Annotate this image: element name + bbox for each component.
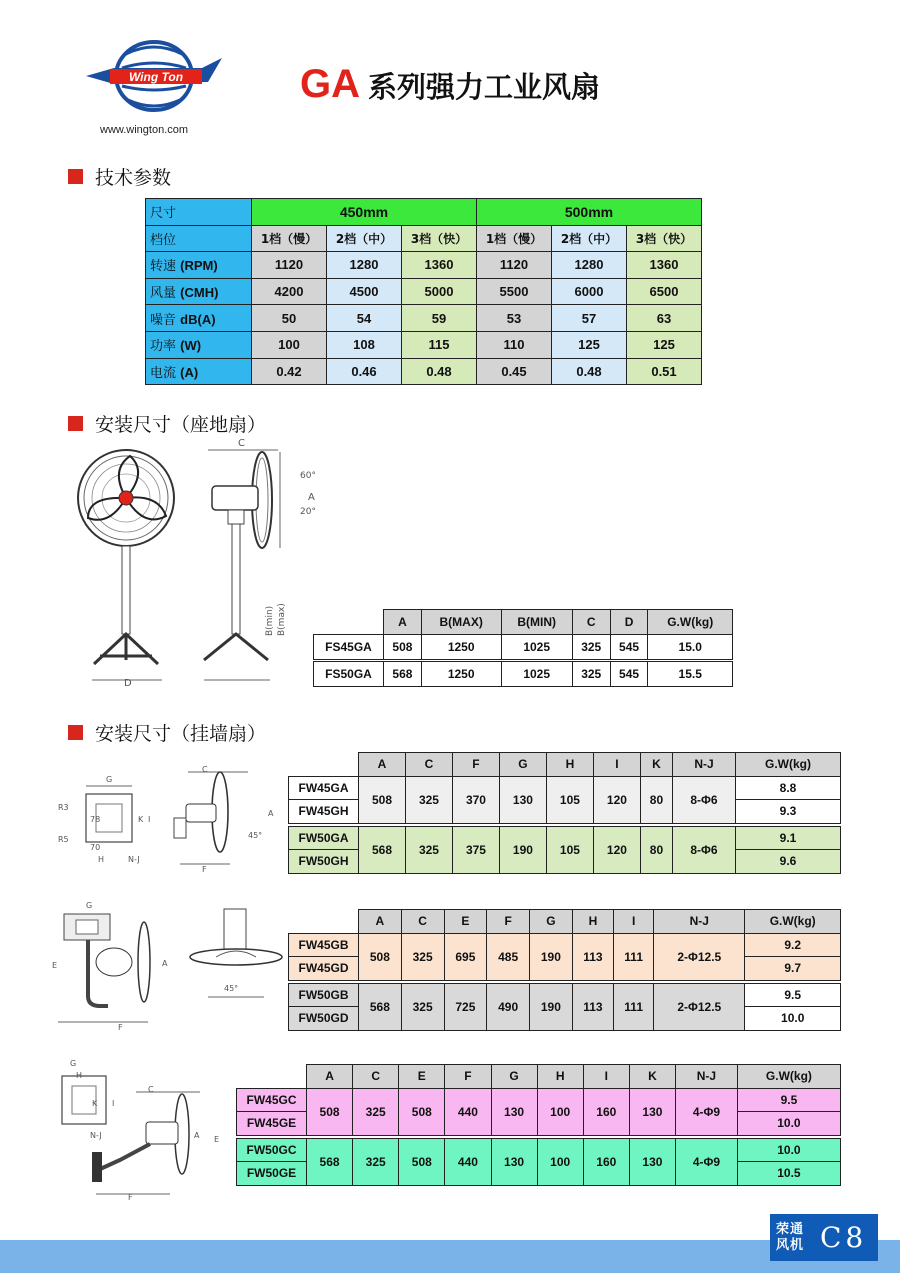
table-corner: [289, 753, 359, 777]
wall2-dim-f: F: [118, 1023, 123, 1032]
page-title: [300, 62, 600, 112]
spec-cell: 54: [327, 305, 402, 332]
floor-dimension-table: [313, 609, 733, 687]
spec-cell: 53: [477, 305, 552, 332]
wall3-dim-e: E: [214, 1135, 220, 1144]
wall2-cell: 190: [530, 933, 573, 980]
floor-fan-front-drawing: [70, 446, 190, 690]
floor-col-header: A: [384, 610, 422, 635]
wall2-cell: 325: [401, 933, 444, 980]
wall3-dim-c: C: [148, 1085, 154, 1094]
wall2-col-header: N-J: [654, 910, 745, 934]
wall1-dim-c: C: [202, 765, 208, 774]
wall3-col-header: A: [307, 1065, 353, 1089]
wall-fan-2-bottom-drawing: [188, 905, 284, 1005]
wall1-cell: 130: [499, 776, 546, 823]
wall2-cell: 568: [359, 983, 402, 1030]
wall1-cell: 80: [640, 826, 672, 873]
footer-brand: [770, 1222, 820, 1254]
spec-cell: 0.48: [552, 358, 627, 385]
wall3-dim-g: G: [70, 1059, 77, 1068]
wall1-col-header: C: [405, 753, 452, 777]
table-corner: [237, 1065, 307, 1089]
wall3-col-header: E: [399, 1065, 445, 1089]
wall2-col-header: A: [359, 910, 402, 934]
page-badge: [770, 1214, 878, 1261]
wall-dimension-table-1: [288, 752, 841, 874]
wall1-col-header: A: [359, 753, 406, 777]
wall2-model: FW50GB: [289, 983, 359, 1007]
spec-cell: 110: [477, 331, 552, 358]
section-spec-header: [68, 163, 171, 190]
wall1-dim-70: 70: [90, 843, 101, 852]
floor-angle-60: 60°: [300, 471, 316, 481]
wall3-model: FW45GC: [237, 1088, 307, 1112]
spec-cell: 4200: [252, 278, 327, 305]
floor-cell: 1025: [501, 635, 572, 660]
spec-cell: 115: [402, 331, 477, 358]
spec-table: [145, 198, 702, 385]
wall2-cell: 113: [572, 983, 613, 1030]
floor-angle-20: 20°: [300, 507, 316, 517]
wall2-col-header: G.W(kg): [745, 910, 841, 934]
footer-brand-line2: 风机: [776, 1237, 805, 1253]
logo-text: Wing Ton: [128, 70, 184, 84]
wall3-cell: 130: [491, 1138, 537, 1185]
wall2-cell: 2-Φ12.5: [654, 933, 745, 980]
wall2-cell: 725: [444, 983, 487, 1030]
spec-gear: 3档（快）: [402, 225, 477, 252]
wall2-col-header: I: [614, 910, 654, 934]
wall1-model: FW45GA: [289, 776, 359, 800]
floor-cell: 508: [384, 635, 422, 660]
wall2-weight: 10.0: [745, 1007, 841, 1031]
wall3-weight: 10.5: [737, 1162, 840, 1186]
wall3-weight: 10.0: [737, 1112, 840, 1136]
wall3-dim-f: F: [128, 1193, 133, 1202]
spec-cell: 4500: [327, 278, 402, 305]
spec-gear: 2档（中）: [327, 225, 402, 252]
spec-cell: 6500: [627, 278, 702, 305]
floor-cell: 15.5: [648, 662, 733, 687]
floor-cell: 1250: [421, 662, 501, 687]
wall2-dim-a: A: [162, 959, 168, 968]
section-wall-header: [68, 719, 266, 746]
wall1-dim-f: F: [202, 865, 207, 874]
floor-col-header: B(MAX): [421, 610, 501, 635]
floor-col-header: C: [572, 610, 610, 635]
spec-cell: 0.42: [252, 358, 327, 385]
wall3-cell: 440: [445, 1088, 491, 1135]
wall1-cell: 120: [593, 776, 640, 823]
wall3-cell: 325: [353, 1138, 399, 1185]
wall1-dim-r5: R5: [58, 835, 69, 844]
spec-cell: 1360: [402, 252, 477, 279]
wall1-col-header: N-J: [672, 753, 735, 777]
wall3-dim-nj: N-J: [90, 1131, 102, 1140]
floor-dim-c: C: [238, 438, 245, 449]
wall1-col-header: G.W(kg): [735, 753, 840, 777]
wall3-cell: 4-Φ9: [676, 1138, 738, 1185]
wall2-model: FW50GD: [289, 1007, 359, 1031]
wall1-model: FW50GA: [289, 826, 359, 850]
spec-row-label-cn: 电流: [150, 365, 177, 381]
section-spec-title: 技术参数: [95, 167, 172, 189]
section-floor-header: [68, 410, 266, 437]
spec-row-label: [146, 358, 252, 385]
wall1-cell: 8-Φ6: [672, 776, 735, 823]
spec-cell: 0.51: [627, 358, 702, 385]
spec-row-label-unit: (RPM): [180, 258, 218, 274]
wall1-col-header: I: [593, 753, 640, 777]
wall3-cell: 100: [537, 1088, 583, 1135]
wall1-dim-i: I: [148, 815, 151, 824]
wall1-cell: 508: [359, 776, 406, 823]
floor-fan-side-drawing: [190, 436, 320, 692]
wall3-dim-k: K: [92, 1099, 98, 1108]
spec-cell: 0.46: [327, 358, 402, 385]
floor-cell: 545: [610, 662, 648, 687]
wall2-angle-45: 45°: [224, 984, 239, 993]
wall3-cell: 440: [445, 1138, 491, 1185]
spec-size-500: 500mm: [477, 199, 702, 226]
footer-brand-line1: 荣通: [776, 1221, 805, 1237]
floor-dim-bmax: B(max): [277, 603, 287, 636]
spec-row-label-cn: 功率: [150, 339, 177, 355]
wall1-dim-nj: N-J: [128, 855, 140, 864]
wall1-col-header: G: [499, 753, 546, 777]
spec-row-label: [146, 331, 252, 358]
wall1-weight: 9.6: [735, 850, 840, 874]
spec-row-label-unit: (W): [180, 338, 202, 354]
floor-col-header: D: [610, 610, 648, 635]
wall3-dim-i: I: [112, 1099, 115, 1108]
wall3-cell: 325: [353, 1088, 399, 1135]
wall1-dim-r3: R3: [58, 803, 69, 812]
wall3-cell: 130: [491, 1088, 537, 1135]
bullet-square-icon: [68, 169, 83, 184]
spec-gear: 1档（慢）: [252, 225, 327, 252]
spec-cell: 125: [627, 331, 702, 358]
wall1-cell: 105: [546, 826, 593, 873]
bullet-square-icon: [68, 725, 83, 740]
wall3-weight: 10.0: [737, 1138, 840, 1162]
floor-cell: 325: [572, 635, 610, 660]
wall3-cell: 130: [629, 1138, 675, 1185]
floor-cell: 1250: [421, 635, 501, 660]
spec-cell: 1120: [252, 252, 327, 279]
table-corner: [314, 610, 384, 635]
spec-cell: 0.48: [402, 358, 477, 385]
spec-cell: 57: [552, 305, 627, 332]
wall3-col-header: K: [629, 1065, 675, 1089]
wall1-dim-a: A: [268, 809, 274, 818]
wall2-col-header: E: [444, 910, 487, 934]
wall1-col-header: F: [452, 753, 499, 777]
wall-fan-1-side-drawing: [168, 764, 280, 874]
spec-gear: 3档（快）: [627, 225, 702, 252]
wall3-dim-a: A: [194, 1131, 200, 1140]
floor-cell: 15.0: [648, 635, 733, 660]
floor-cell: 545: [610, 635, 648, 660]
wall2-col-header: F: [487, 910, 530, 934]
spec-row-label-unit: (CMH): [180, 285, 219, 301]
wall2-cell: 485: [487, 933, 530, 980]
wall2-col-header: G: [530, 910, 573, 934]
spec-row-label: [146, 278, 252, 305]
wall1-cell: 325: [405, 826, 452, 873]
wall2-model: FW45GB: [289, 933, 359, 957]
spec-row-label: [146, 252, 252, 279]
wall3-col-header: I: [583, 1065, 629, 1089]
wall3-weight: 9.5: [737, 1088, 840, 1112]
wall3-cell: 568: [307, 1138, 353, 1185]
bullet-square-icon: [68, 416, 83, 431]
wall3-cell: 508: [399, 1088, 445, 1135]
wall2-col-header: C: [401, 910, 444, 934]
spec-cell: 0.45: [477, 358, 552, 385]
wall1-cell: 325: [405, 776, 452, 823]
wall3-cell: 100: [537, 1138, 583, 1185]
table-corner: [289, 910, 359, 934]
floor-col-header: G.W(kg): [648, 610, 733, 635]
wall2-cell: 508: [359, 933, 402, 980]
wall2-model: FW45GD: [289, 957, 359, 981]
wall1-col-header: H: [546, 753, 593, 777]
wall2-cell: 111: [614, 983, 654, 1030]
wall3-cell: 160: [583, 1138, 629, 1185]
wall1-weight: 9.1: [735, 826, 840, 850]
wall-dimension-table-2: [288, 909, 841, 1031]
spec-cell: 5000: [402, 278, 477, 305]
wall2-weight: 9.2: [745, 933, 841, 957]
wall-fan-3-side-drawing: [90, 1082, 230, 1202]
wall1-model: FW45GH: [289, 800, 359, 824]
wall2-col-header: H: [572, 910, 613, 934]
wall3-model: FW50GC: [237, 1138, 307, 1162]
wall2-weight: 9.5: [745, 983, 841, 1007]
wall1-cell: 568: [359, 826, 406, 873]
wall-bracket-1-drawing: [50, 770, 160, 870]
spec-cell: 1120: [477, 252, 552, 279]
spec-cell: 63: [627, 305, 702, 332]
wall2-weight: 9.7: [745, 957, 841, 981]
wall2-cell: 190: [530, 983, 573, 1030]
title-prefix: GA: [300, 62, 360, 106]
spec-row-label-cn: 噪音: [150, 312, 177, 328]
spec-cell: 5500: [477, 278, 552, 305]
wall3-col-header: G: [491, 1065, 537, 1089]
wall3-cell: 160: [583, 1088, 629, 1135]
wall1-cell: 375: [452, 826, 499, 873]
website-url: www.wington.com: [100, 124, 189, 136]
spec-row-label-unit: (A): [180, 364, 199, 380]
wall1-weight: 8.8: [735, 776, 840, 800]
spec-gear-label: 档位: [146, 225, 252, 252]
spec-cell: 1360: [627, 252, 702, 279]
floor-model: FS50GA: [314, 662, 384, 687]
section-wall-title: 安装尺寸（挂墙扇）: [95, 723, 267, 745]
wall3-cell: 508: [307, 1088, 353, 1135]
floor-cell: 325: [572, 662, 610, 687]
spec-cell: 125: [552, 331, 627, 358]
wall-dimension-table-3: [236, 1064, 841, 1186]
wall1-cell: 8-Φ6: [672, 826, 735, 873]
wall1-dim-k: K: [138, 815, 144, 824]
wall3-dim-h: H: [76, 1071, 83, 1080]
wall1-cell: 370: [452, 776, 499, 823]
spec-cell: 59: [402, 305, 477, 332]
spec-cell: 108: [327, 331, 402, 358]
floor-cell: 568: [384, 662, 422, 687]
spec-row-label-unit: dB(A): [180, 311, 216, 327]
wall1-cell: 105: [546, 776, 593, 823]
wall3-col-header: G.W(kg): [737, 1065, 840, 1089]
page-code: C8: [820, 1221, 868, 1254]
floor-cell: 1025: [501, 662, 572, 687]
spec-cell: 50: [252, 305, 327, 332]
wall1-weight: 9.3: [735, 800, 840, 824]
wall2-dim-e: E: [52, 961, 58, 970]
wall3-col-header: F: [445, 1065, 491, 1089]
floor-dim-a-side: A: [308, 492, 315, 503]
spec-cell: 1280: [552, 252, 627, 279]
wall1-dim-g: G: [106, 775, 113, 784]
floor-col-header: B(MIN): [501, 610, 572, 635]
spec-gear: 1档（慢）: [477, 225, 552, 252]
wall2-cell: 113: [572, 933, 613, 980]
wall2-cell: 325: [401, 983, 444, 1030]
spec-row-label-cn: 转速: [150, 259, 177, 275]
wall1-col-header: K: [640, 753, 672, 777]
wall3-col-header: H: [537, 1065, 583, 1089]
wall2-cell: 111: [614, 933, 654, 980]
spec-cell: 100: [252, 331, 327, 358]
spec-gear: 2档（中）: [552, 225, 627, 252]
wall1-dim-78: 78: [90, 815, 101, 824]
wall1-angle-45: 45°: [248, 831, 263, 840]
wall3-cell: 130: [629, 1088, 675, 1135]
wall3-cell: 508: [399, 1138, 445, 1185]
spec-size-label: 尺寸: [146, 199, 252, 226]
floor-model: FS45GA: [314, 635, 384, 660]
wall-bracket-2-drawing: [48, 898, 178, 1034]
wall3-cell: 4-Φ9: [676, 1088, 738, 1135]
wall2-cell: 490: [487, 983, 530, 1030]
wall1-cell: 190: [499, 826, 546, 873]
title-text: 系列强力工业风扇: [368, 70, 601, 104]
spec-row-label: [146, 305, 252, 332]
spec-row-label-cn: 风量: [150, 286, 177, 302]
floor-dim-bmin: B(min): [265, 605, 275, 636]
spec-size-450: 450mm: [252, 199, 477, 226]
wall3-model: FW50GE: [237, 1162, 307, 1186]
wall3-model: FW45GE: [237, 1112, 307, 1136]
wall2-dim-g: G: [86, 901, 93, 910]
wall1-cell: 120: [593, 826, 640, 873]
floor-dim-d-front: D: [124, 678, 132, 689]
wall3-col-header: N-J: [676, 1065, 738, 1089]
spec-cell: 6000: [552, 278, 627, 305]
section-floor-title: 安装尺寸（座地扇）: [95, 414, 267, 436]
wall2-cell: 695: [444, 933, 487, 980]
wall2-cell: 2-Φ12.5: [654, 983, 745, 1030]
wall3-col-header: C: [353, 1065, 399, 1089]
spec-cell: 1280: [327, 252, 402, 279]
wall1-dim-h: H: [98, 855, 105, 864]
wall1-cell: 80: [640, 776, 672, 823]
wall1-model: FW50GH: [289, 850, 359, 874]
